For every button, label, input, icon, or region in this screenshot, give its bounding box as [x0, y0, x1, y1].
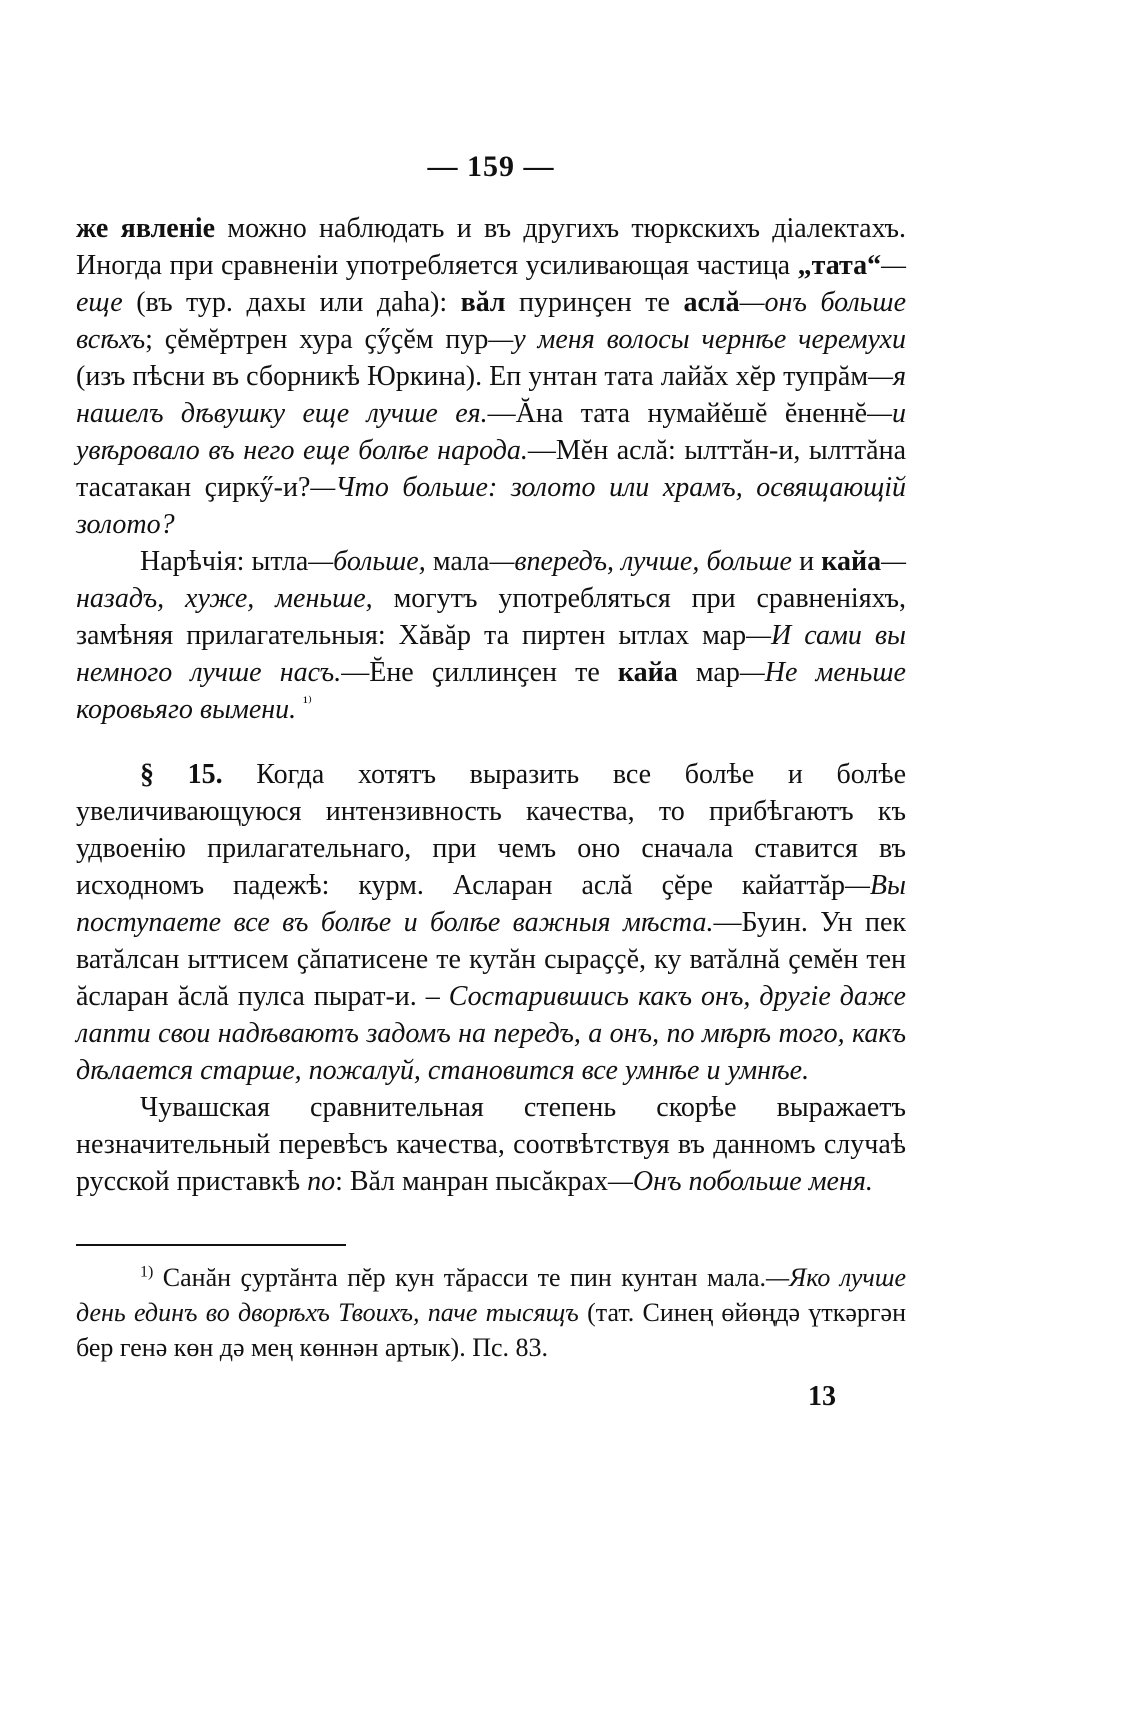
footnote-1	[76, 1260, 906, 1365]
text-run: Нарѣчія: ытла	[140, 546, 309, 577]
text-italic: —назадъ, хуже, меньше,	[76, 546, 907, 614]
text-run: могутъ употребляться при сравненіяхъ, замѣняя прилагательныя: Хăвăр та пиртен ытлах мар	[76, 583, 907, 651]
text-italic: —Не меньше коровьяго вымени.	[76, 657, 906, 725]
footnote-reference: ¹⁾	[303, 694, 312, 712]
text-run: Еп унтан тата лайăх хĕр тупрăм	[489, 361, 869, 392]
text-italic: —Яко лучше день единъ во дворѣхъ Твоихъ, паче тысящъ	[76, 1263, 906, 1327]
paragraph-section-15	[76, 756, 906, 1089]
text-italic: —я нашелъ дѣвушку еще лучше ея.	[76, 361, 906, 429]
text-run: мар	[677, 657, 740, 688]
text-run: Когда хотятъ выразить все болѣе и болѣе увеличивающуюся интензивность качества, то прибѣгаютъ къ удвоенію прилагательнаго, при чемъ оно сначала ставится въ исходномъ падежѣ: курм. Асларан аслă ҫĕре кайаттăр	[76, 759, 907, 901]
book-page	[76, 150, 906, 1413]
text-bold: же явленіе	[76, 213, 216, 244]
text-run: мала	[425, 546, 490, 577]
text-run: и	[792, 546, 822, 577]
text-run: можно наблюдать и въ другихъ тюркскихъ діалектахъ. Иногда при сравненіи употребляется усиливающая частица	[76, 213, 906, 281]
signature-mark: 13	[808, 1381, 836, 1412]
text-italic: по	[307, 1166, 336, 1197]
text-italic: —Вы поступаете все въ болѣе и болѣе важныя мѣста.	[76, 870, 906, 938]
text-italic: —больше,	[308, 546, 426, 577]
text-italic: —Онъ побольше меня.	[607, 1166, 873, 1197]
text-italic: —еще	[76, 250, 906, 318]
footnote-divider	[76, 1244, 346, 1246]
paragraph-comparison-particle	[76, 210, 906, 543]
text-run: : Вăл манран пысăкрах	[335, 1166, 608, 1197]
text-italic: —И сами вы немного лучше насъ.	[76, 620, 907, 688]
text-bold: „тата“	[797, 250, 882, 281]
text-run: Санăн ҫуртăнта пĕр кун тăрасси те пин кунтан мала.	[153, 1263, 767, 1292]
text-bold: кайа	[821, 546, 882, 577]
text-run: —Ĕне ҫиллинҫен те	[341, 657, 618, 688]
paragraph-chuvash-comparative	[76, 1089, 906, 1200]
text-bold: аслă	[683, 287, 740, 318]
text-italic: —и увѣровало въ него еще болѣе народа.	[76, 398, 906, 466]
page-number-header: — 159 —	[427, 150, 555, 183]
text-italic: —у меня волосы чернѣе черемухи	[488, 324, 906, 355]
text-italic: – Состарившись какъ онъ, другіе даже лапти свои надѣваютъ задомъ на передъ, а онъ, по мѣрѣ того, какъ дѣлается старше, пожалуй, становится все умнѣе и умнѣе.	[76, 981, 906, 1086]
text-run: (тат. Синең өйөңдә үткәргән бер генә көн дә мең көннән артык). Пс. 83.	[76, 1298, 906, 1362]
text-italic: —Что больше: золото или храмъ, освящающій золото?	[76, 472, 907, 540]
text-run: —Буин. Ун пек ватăлсан ыттисем ҫăпатисене те кутăн сыраҫҫĕ, ку ватăлнă ҫемĕн тен ăсларан ăслă пулса пырат-и.	[76, 907, 906, 1012]
text-run: —Мĕн аслă: ылттăн-и, ылттăна тасатакан ҫиркӳ-и?	[76, 435, 906, 503]
text-run: —Ăна тата нумайĕшĕ ĕненнĕ	[487, 398, 868, 429]
paragraph-adverbs	[76, 543, 906, 728]
text-bold: кайа	[617, 657, 678, 688]
footnote-marker: 1)	[140, 1263, 154, 1281]
text-run: Чувашская сравнительная степень скорѣе выражаетъ незначительный перевѣсъ качества, соотвѣтствуя въ данномъ случаѣ русской приставкѣ	[76, 1092, 906, 1197]
text-italic: —онъ больше всѣхъ	[76, 287, 906, 355]
text-run: ; ҫĕмĕртрен хура ҫӳҫĕм пур	[145, 324, 489, 355]
text-run: пуринҫен те	[505, 287, 684, 318]
text-bold: вăл	[460, 287, 506, 318]
text-run: (въ тур. дахы или даһа):	[122, 287, 461, 318]
section-number: § 15.	[140, 759, 223, 790]
text-italic: —впередъ, лучше, больше	[489, 546, 792, 577]
text-run: (изъ пѣсни въ сборникѣ Юркина).	[76, 361, 490, 392]
